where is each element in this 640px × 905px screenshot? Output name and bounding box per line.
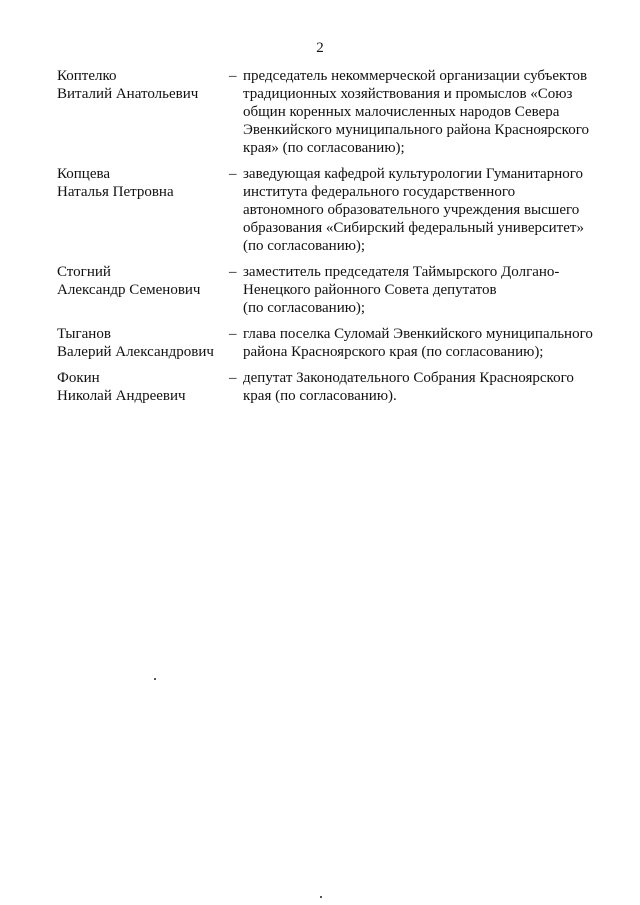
member-given-names: Александр Семенович — [57, 282, 201, 298]
member-role: председатель некоммерческой организации субъектов традиционных хозяйствования и промыслов «Союз общин коренных малочисленных народов Севера Эвенкийского муниципального района Красноярского края» (по согласованию); — [243, 68, 589, 156]
member-given-names: Валерий Александрович — [57, 344, 214, 360]
member-name — [57, 263, 229, 317]
member-role: депутат Законодательного Собрания Красноярского края (по согласованию). — [243, 370, 574, 404]
member-name — [57, 325, 229, 361]
scan-speck — [320, 896, 322, 898]
member-given-names: Николай Андреевич — [57, 388, 186, 404]
member-given-names: Виталий Анатольевич — [57, 86, 199, 102]
dash-separator: – — [229, 326, 237, 342]
member-surname: Тыганов — [57, 326, 111, 342]
scan-speck — [154, 678, 156, 680]
member-name — [57, 67, 229, 157]
member-row-koptseva — [57, 165, 607, 255]
member-row-fokin — [57, 369, 607, 405]
member-row-tyganov — [57, 325, 607, 361]
member-surname: Стогний — [57, 264, 111, 280]
member-list — [57, 67, 607, 413]
member-role: глава поселка Суломай Эвенкийского муниципального района Красноярского края (по согласованию); — [243, 326, 593, 360]
member-row-koptelko — [57, 67, 607, 157]
page-number: 2 — [316, 40, 324, 56]
member-surname: Копцева — [57, 166, 111, 182]
member-row-stogniy — [57, 263, 607, 317]
member-role: заместитель председателя Таймырского Долгано- Ненецкого районного Совета депутатов (по согласованию); — [243, 264, 560, 316]
member-surname: Коптелко — [57, 68, 117, 84]
member-name — [57, 369, 229, 405]
member-surname: Фокин — [57, 370, 100, 386]
member-role: заведующая кафедрой культурологии Гуманитарного института федерального государственного автономного образовательного учреждения высшего образования «Сибирский федеральный университет» (по согласованию); — [243, 166, 584, 254]
dash-separator: – — [229, 264, 237, 280]
dash-separator: – — [229, 370, 237, 386]
dash-separator: – — [229, 68, 237, 84]
dash-separator: – — [229, 166, 237, 182]
member-name — [57, 165, 229, 255]
member-given-names: Наталья Петровна — [57, 184, 174, 200]
